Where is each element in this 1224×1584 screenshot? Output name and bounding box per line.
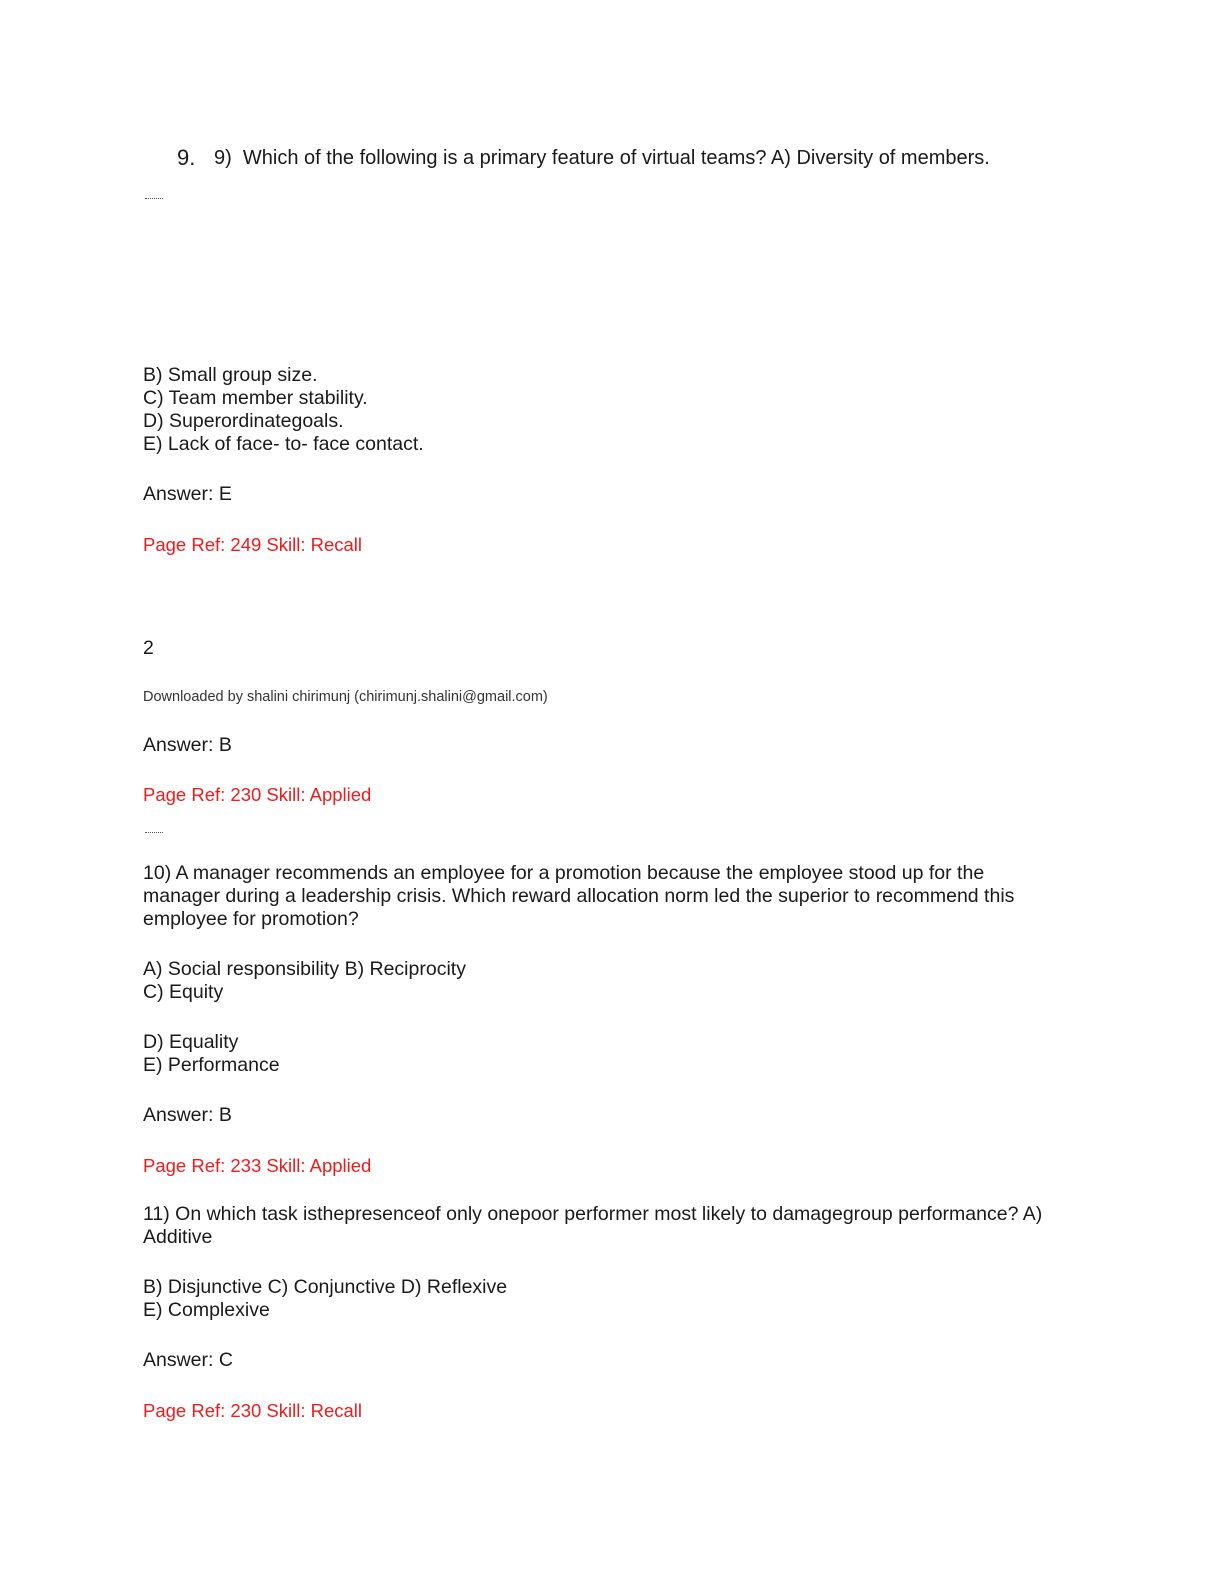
question-10-option: D) Equality (143, 1031, 239, 1053)
question-10-page-ref: Page Ref: 233 Skill: Applied (143, 1155, 372, 1176)
question-11-answer: Answer: C (143, 1349, 233, 1371)
question-10-option: A) Social responsibility B) Reciprocity (143, 958, 466, 980)
question-10-option: C) Equity (143, 981, 224, 1003)
question-9-answer: Answer: E (143, 483, 232, 505)
question-9-page-ref: Page Ref: 249 Skill: Recall (143, 534, 363, 555)
question-9-option-e: E) Lack of face- to- face contact. (143, 433, 424, 455)
question-11-stem-line: 11) On which task isthepresenceof only onepoor performer most likely to damagegroup performance? A) (143, 1203, 1043, 1225)
question-9-option-b: B) Small group size. (143, 364, 318, 386)
question-9-option-d: D) Superordinategoals. (143, 410, 344, 432)
previous-answer: Answer: B (143, 734, 232, 756)
question-10-answer: Answer: B (143, 1104, 232, 1126)
question-11-page-ref: Page Ref: 230 Skill: Recall (143, 1400, 363, 1421)
question-9-stem: 9) Which of the following is a primary feature of virtual teams? A) Diversity of members. (214, 147, 990, 169)
question-11-option: E) Complexive (143, 1299, 270, 1321)
list-number: 9. (177, 145, 196, 170)
previous-page-ref: Page Ref: 230 Skill: Applied (143, 784, 372, 805)
page-number: 2 (143, 637, 154, 659)
question-10-stem-line: 10) A manager recommends an employee for a promotion because the employee stood up for the (143, 862, 985, 884)
question-11-option: B) Disjunctive C) Conjunctive D) Reflexive (143, 1276, 508, 1298)
separator-mark (145, 198, 163, 199)
question-11-stem-line: Additive (143, 1226, 213, 1248)
question-9-option-c: C) Team member stability. (143, 387, 368, 409)
question-10-stem-line: manager during a leadership crisis. Which reward allocation norm led the superior to recommend this (143, 885, 1015, 907)
download-note: Downloaded by shalini chirimunj (chirimunj.shalini@gmail.com) (143, 689, 548, 705)
separator-mark (145, 832, 163, 833)
question-10-stem-line: employee for promotion? (143, 908, 359, 930)
question-10-option: E) Performance (143, 1054, 280, 1076)
